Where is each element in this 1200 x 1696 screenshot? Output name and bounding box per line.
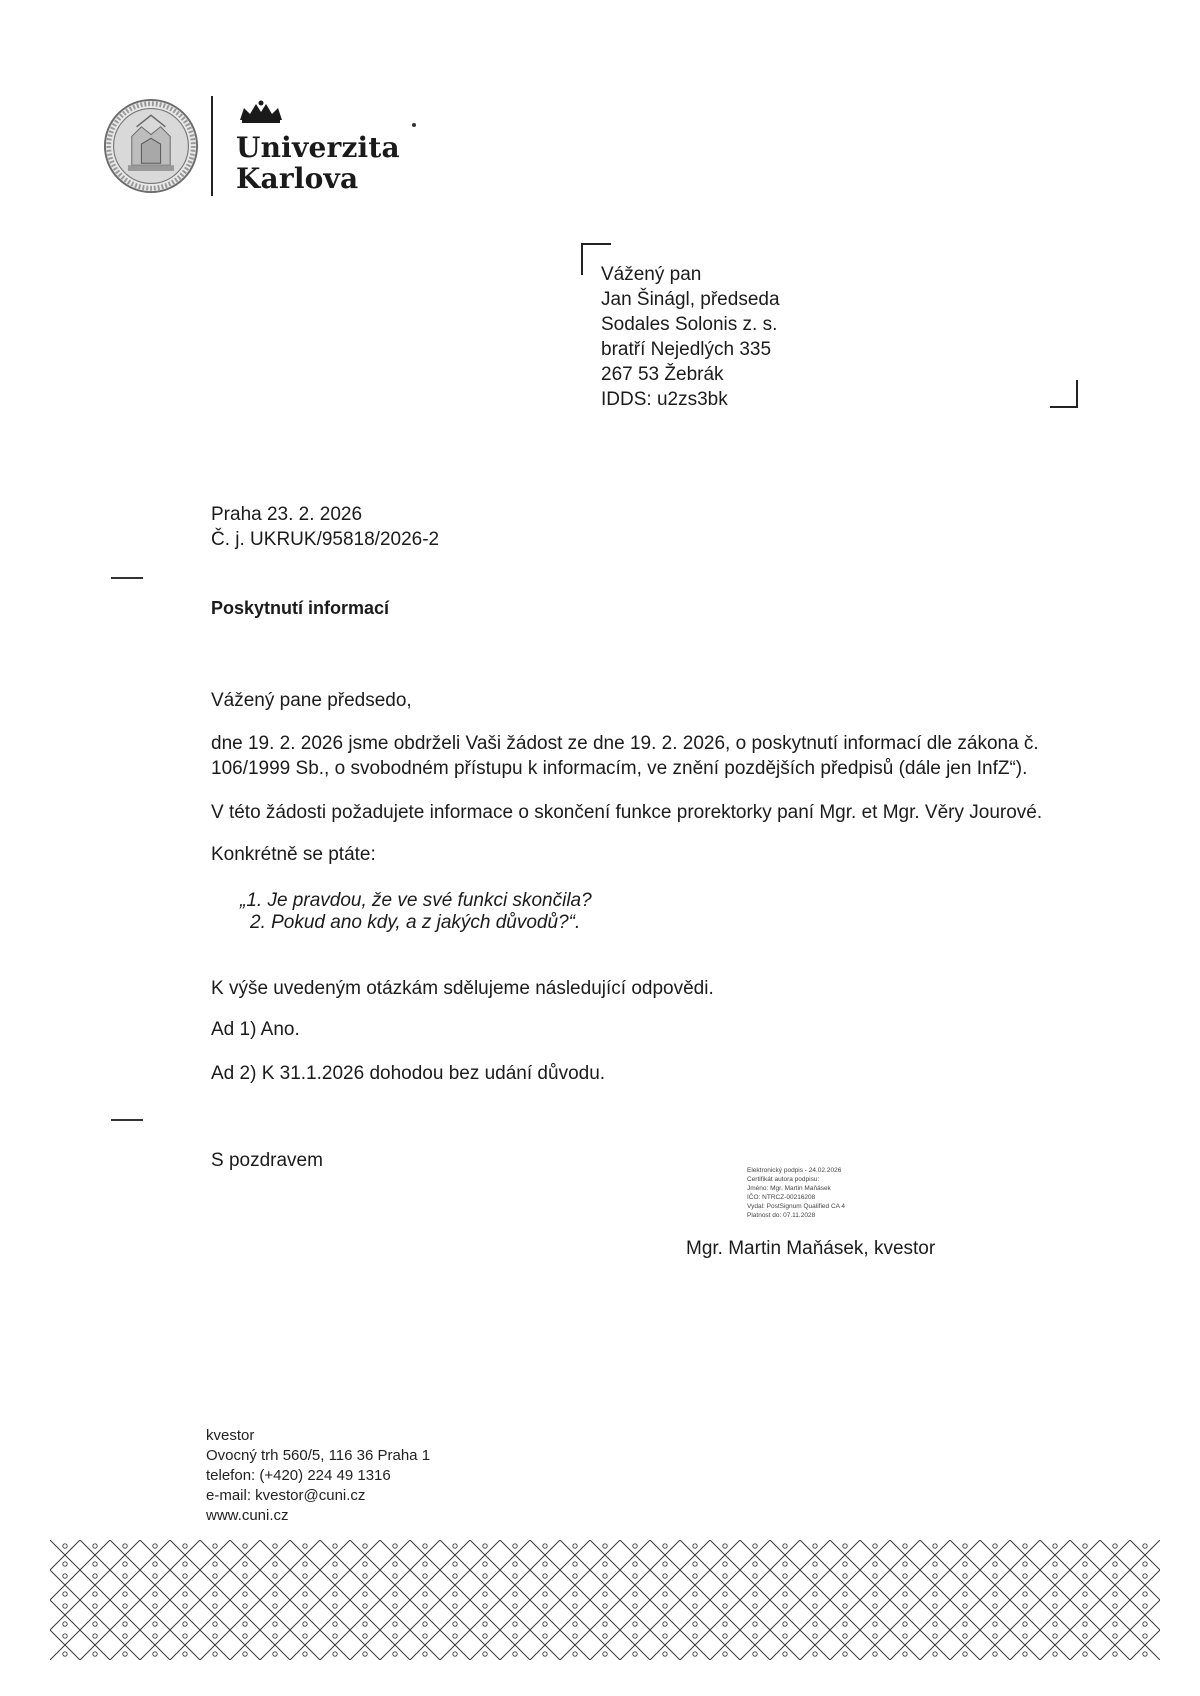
footer-line[interactable]: www.cuni.cz <box>206 1507 289 1524</box>
decorative-pattern <box>50 1540 1160 1660</box>
quote-line-2: 2. Pokud ano kdy, a z jakých důvodů?“. <box>250 912 581 933</box>
paragraph-3: Konkrétně se ptáte: <box>211 844 376 865</box>
logo-divider <box>211 96 213 196</box>
closing: S pozdravem <box>211 1150 323 1171</box>
footer-contact <box>206 1426 430 1526</box>
signer-name: Mgr. Martin Maňásek, kvestor <box>686 1238 936 1259</box>
answer-1: Ad 1) Ano. <box>211 1019 300 1040</box>
salutation: Vážený pane předsedo, <box>211 690 412 711</box>
crown-icon <box>238 100 284 124</box>
esign-line: Jméno: Mgr. Martin Maňásek <box>747 1185 831 1192</box>
letter-meta <box>211 502 439 552</box>
reference-number: Č. j. UKRUK/95818/2026-2 <box>211 529 440 550</box>
paragraph-1-line-1: dne 19. 2. 2026 jsme obdrželi Vaši žádost ze dne 19. 2. 2026, o poskytnutí informací dle zákona č. <box>211 733 1039 754</box>
recipient-line: Sodales Solonis z. s. <box>601 314 778 335</box>
address-window-corner-bottom-right <box>1050 380 1078 408</box>
letter-subject: Poskytnutí informací <box>211 598 390 618</box>
esign-line: Vydal: PostSignum Qualified CA 4 <box>747 1203 846 1210</box>
recipient-line: Jan Šinágl, předseda <box>601 289 780 310</box>
esign-line: IČO: NTRCZ-00216208 <box>747 1194 816 1201</box>
university-name-line1: Univerzita <box>236 131 400 164</box>
answer-2: Ad 2) K 31.1.2026 dohodou bez udání důvodu. <box>211 1063 606 1084</box>
esign-line: Platnost do: 07.11.2028 <box>747 1212 816 1219</box>
esign-line: Certifikát autora podpisu: <box>747 1176 820 1183</box>
recipient-line: IDDS: u2zs3bk <box>601 389 728 410</box>
footer-line[interactable]: e-mail: kvestor@cuni.cz <box>206 1487 366 1504</box>
quote-line-1: „1. Je pravdou, že ve své funkci skončila? <box>240 890 592 911</box>
recipient-line: Vážený pan <box>601 264 702 285</box>
paragraph-4: K výše uvedeným otázkám sdělujeme následující odpovědi. <box>211 978 714 999</box>
place-date: Praha 23. 2. 2026 <box>211 504 363 525</box>
decorative-dot <box>412 123 416 127</box>
fold-mark-bottom <box>111 1119 143 1121</box>
esign-line: Elektronický podpis - 24.02.2026 <box>747 1167 842 1174</box>
paragraph-2: V této žádosti požadujete informace o skončení funkce prorektorky paní Mgr. et Mgr. Věry Jourové. <box>211 802 1043 823</box>
university-name <box>236 132 400 194</box>
recipient-address <box>601 262 780 412</box>
electronic-signature <box>747 1166 845 1220</box>
footer-line: kvestor <box>206 1427 255 1444</box>
footer-line: telefon: (+420) 224 49 1316 <box>206 1467 391 1484</box>
university-seal-icon <box>103 98 199 194</box>
recipient-line: 267 53 Žebrák <box>601 364 724 385</box>
fold-mark-top <box>111 577 143 579</box>
paragraph-1-line-2: 106/1999 Sb., o svobodném přístupu k informacím, ve znění pozdějších předpisů (dále jen InfZ“). <box>211 758 1028 779</box>
university-name-line2: Karlova <box>236 162 359 195</box>
recipient-line: bratří Nejedlých 335 <box>601 339 772 360</box>
footer-line: Ovocný trh 560/5, 116 36 Praha 1 <box>206 1447 431 1464</box>
